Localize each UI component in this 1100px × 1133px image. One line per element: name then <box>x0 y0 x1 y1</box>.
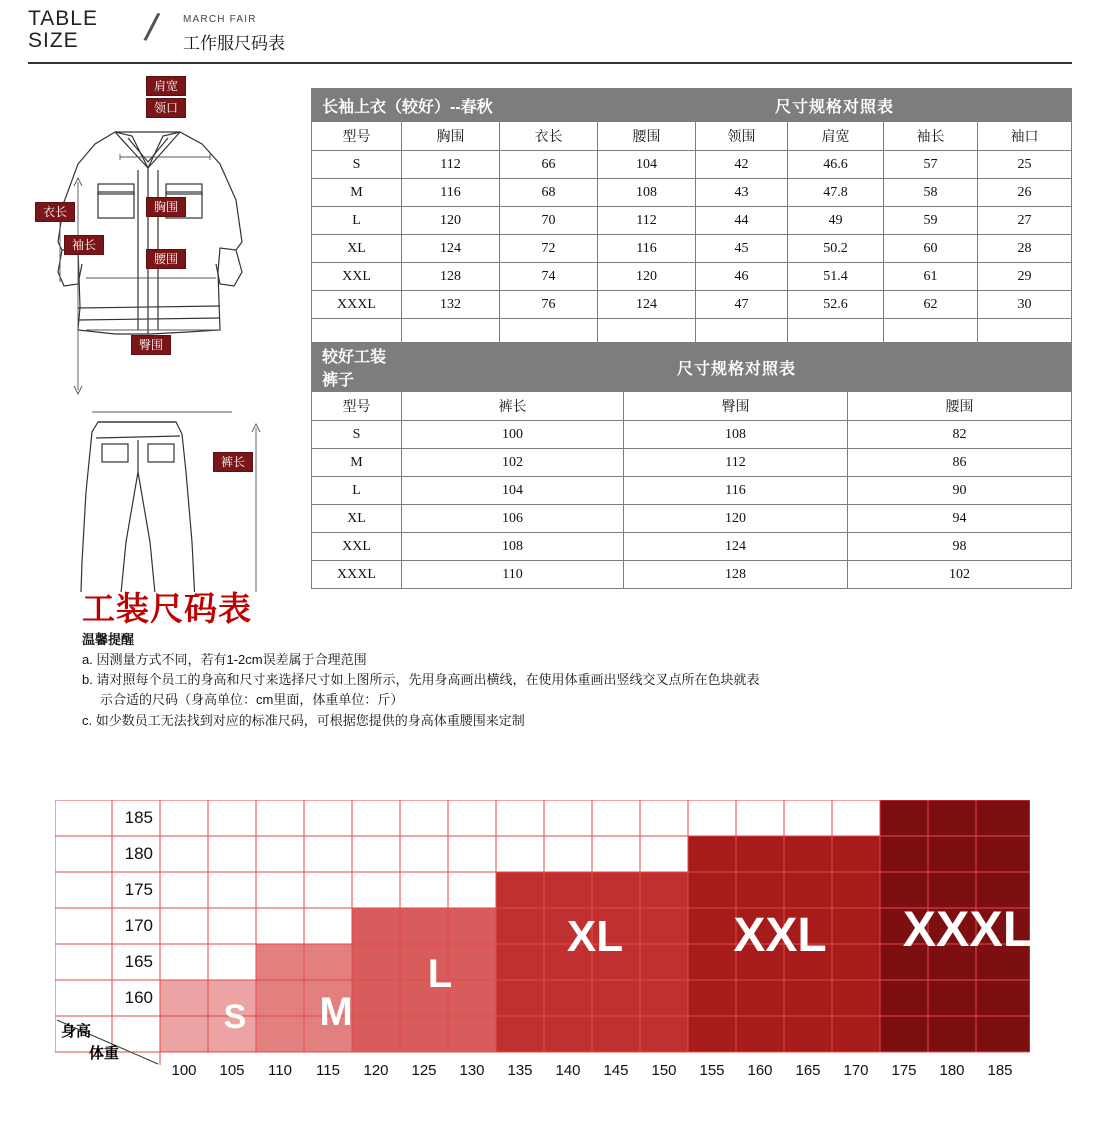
cell-value: 46.6 <box>788 151 884 179</box>
label-coat-length: 衣长 <box>35 202 75 222</box>
xtick-175: 175 <box>891 1062 917 1079</box>
label-hip: 臀围 <box>131 335 171 355</box>
header-brand-block <box>183 14 285 54</box>
xtick-110: 110 <box>268 1062 292 1079</box>
table-spacer-row <box>312 319 1072 344</box>
table-row <box>312 179 1072 207</box>
table-row <box>312 151 1072 179</box>
header-slash-divider: / <box>141 5 162 51</box>
notes-title: 温馨提醒 <box>82 632 135 647</box>
col-shoulder: 肩宽 <box>788 122 884 151</box>
jacket-table-title-left: 长袖上衣（较好）--春秋 <box>312 89 598 122</box>
brand-name-en: MARCH FAIR <box>183 14 257 25</box>
cell-model: M <box>312 179 402 207</box>
jacket-size-table <box>311 88 1072 344</box>
table-row <box>312 235 1072 263</box>
label-pants-length: 裤长 <box>213 452 253 472</box>
cell-value: 120 <box>598 263 696 291</box>
cell-model: XXXL <box>312 561 402 589</box>
heatmap-label-XL: XL <box>566 912 624 961</box>
cell-value: 120 <box>402 207 500 235</box>
table-row <box>312 505 1072 533</box>
label-sleeve-length: 袖长 <box>64 235 104 255</box>
cell-value: 49 <box>788 207 884 235</box>
cell-value: 132 <box>402 291 500 319</box>
cell-value: 45 <box>696 235 788 263</box>
cell-value: 47.8 <box>788 179 884 207</box>
cell-value: 128 <box>624 561 848 589</box>
jacket-table-header-row <box>312 122 1072 151</box>
xtick-140: 140 <box>555 1062 581 1079</box>
pants-table-header-row <box>312 392 1072 421</box>
cell-value: 108 <box>598 179 696 207</box>
cell-value: 59 <box>884 207 978 235</box>
ytick-180: 180 <box>124 844 153 863</box>
cell-value: 28 <box>978 235 1072 263</box>
label-shoulder-width: 肩宽 <box>146 76 186 96</box>
xtick-120: 120 <box>363 1062 389 1079</box>
jacket-table-title-row <box>312 89 1072 122</box>
note-c: c. 如少数员工无法找到对应的标准尺码，可根据您提供的身高体重腰围来定制 <box>82 712 525 728</box>
cell-value: 51.4 <box>788 263 884 291</box>
size-heatmap <box>55 800 1034 1079</box>
cell-value: 76 <box>500 291 598 319</box>
ytick-175: 175 <box>124 880 153 899</box>
ytick-185: 185 <box>124 808 153 827</box>
cell-value: 100 <box>402 421 624 449</box>
axis-label-height: 身高 <box>61 1023 92 1040</box>
cell-value: 102 <box>848 561 1072 589</box>
cell-value: 116 <box>402 179 500 207</box>
col-model: 型号 <box>312 392 402 421</box>
cell-value: 50.2 <box>788 235 884 263</box>
cell-value: 42 <box>696 151 788 179</box>
xtick-150: 150 <box>651 1062 677 1079</box>
cell-value: 61 <box>884 263 978 291</box>
heatmap-axis-corner <box>55 1018 160 1066</box>
cell-model: L <box>312 207 402 235</box>
cell-value: 27 <box>978 207 1072 235</box>
cell-value: 52.6 <box>788 291 884 319</box>
table-row <box>312 207 1072 235</box>
garment-illustration <box>20 72 300 592</box>
table-row <box>312 291 1072 319</box>
label-chest: 胸围 <box>146 197 186 217</box>
cell-model: M <box>312 449 402 477</box>
cell-value: 26 <box>978 179 1072 207</box>
table-row <box>312 561 1072 589</box>
cell-value: 112 <box>402 151 500 179</box>
garment-line-drawing <box>20 72 300 592</box>
cell-value: 74 <box>500 263 598 291</box>
note-a: a. 因测量方式不同，若有1-2cm误差属于合理范围 <box>82 652 367 668</box>
cell-value: 44 <box>696 207 788 235</box>
table-row <box>312 477 1072 505</box>
cell-value: 62 <box>884 291 978 319</box>
axis-label-weight: 体重 <box>89 1045 120 1062</box>
jacket-table-title-right: 尺寸规格对照表 <box>598 89 1072 122</box>
cell-model: L <box>312 477 402 505</box>
cell-model: S <box>312 421 402 449</box>
header-title-line1: TABLE <box>28 7 98 30</box>
xtick-180: 180 <box>939 1062 965 1079</box>
cell-value: 106 <box>402 505 624 533</box>
ytick-160: 160 <box>124 988 153 1007</box>
xtick-185: 185 <box>987 1062 1013 1079</box>
col-coat-length: 衣长 <box>500 122 598 151</box>
pants-size-table <box>311 342 1072 589</box>
cell-value: 112 <box>598 207 696 235</box>
xtick-145: 145 <box>603 1062 629 1079</box>
cell-model: XXL <box>312 533 402 561</box>
cell-value: 46 <box>696 263 788 291</box>
cell-model: XL <box>312 235 402 263</box>
cell-value: 98 <box>848 533 1072 561</box>
pants-table-title-row <box>312 343 1072 392</box>
page-title: 工装尺码表 <box>82 590 252 627</box>
xtick-165: 165 <box>795 1062 821 1079</box>
cell-value: 128 <box>402 263 500 291</box>
cell-value: 110 <box>402 561 624 589</box>
pants-table-title-right: 尺寸规格对照表 <box>402 343 1072 392</box>
cell-value: 30 <box>978 291 1072 319</box>
cell-value: 43 <box>696 179 788 207</box>
cell-value: 58 <box>884 179 978 207</box>
table-row <box>312 449 1072 477</box>
heatmap-label-XXL: XXL <box>733 909 827 962</box>
xtick-155: 155 <box>699 1062 725 1079</box>
cell-value: 102 <box>402 449 624 477</box>
cell-value: 70 <box>500 207 598 235</box>
cell-value: 108 <box>402 533 624 561</box>
notes-block <box>82 630 902 731</box>
cell-value: 94 <box>848 505 1072 533</box>
cell-value: 29 <box>978 263 1072 291</box>
cell-value: 112 <box>624 449 848 477</box>
cell-value: 120 <box>624 505 848 533</box>
xtick-160: 160 <box>747 1062 773 1079</box>
brand-name-cn: 工作服尺码表 <box>183 34 285 53</box>
cell-value: 108 <box>624 421 848 449</box>
table-row <box>312 421 1072 449</box>
xtick-100: 100 <box>171 1062 197 1079</box>
cell-value: 60 <box>884 235 978 263</box>
heatmap-label-S: S <box>223 998 247 1036</box>
col-hip: 臀围 <box>624 392 848 421</box>
ytick-165: 165 <box>124 952 153 971</box>
cell-model: XXXL <box>312 291 402 319</box>
heatmap-label-L: L <box>427 952 453 996</box>
xtick-170: 170 <box>843 1062 869 1079</box>
ytick-170: 170 <box>124 916 153 935</box>
cell-value: 57 <box>884 151 978 179</box>
note-b1: b. 请对照每个员工的身高和尺寸来选择尺寸如上图所示，先用身高画出横线，在使用体重画出竖线交叉点所在色块就表 <box>82 672 760 688</box>
col-pants-length: 裤长 <box>402 392 624 421</box>
page-header <box>28 5 1072 64</box>
col-sleeve-length: 袖长 <box>884 122 978 151</box>
cell-value: 124 <box>624 533 848 561</box>
cell-value: 116 <box>598 235 696 263</box>
xtick-135: 135 <box>507 1062 533 1079</box>
cell-model: XL <box>312 505 402 533</box>
xtick-105: 105 <box>219 1062 245 1079</box>
col-cuff: 袖口 <box>978 122 1072 151</box>
cell-value: 116 <box>624 477 848 505</box>
cell-value: 66 <box>500 151 598 179</box>
cell-value: 124 <box>598 291 696 319</box>
table-row <box>312 263 1072 291</box>
xtick-130: 130 <box>459 1062 485 1079</box>
header-title-line2: SIZE <box>28 29 79 53</box>
pants-table-title-left: 较好工装裤子 <box>312 343 402 392</box>
xtick-125: 125 <box>411 1062 437 1079</box>
col-waist: 腰围 <box>598 122 696 151</box>
header-title-block <box>28 8 98 52</box>
cell-model: S <box>312 151 402 179</box>
xtick-115: 115 <box>316 1062 340 1079</box>
cell-value: 124 <box>402 235 500 263</box>
cell-value: 82 <box>848 421 1072 449</box>
cell-model: XXL <box>312 263 402 291</box>
note-b2: 示合适的尺码（身高单位：cm里面，体重单位：斤） <box>100 692 404 708</box>
table-row <box>312 533 1072 561</box>
col-waist: 腰围 <box>848 392 1072 421</box>
cell-value: 68 <box>500 179 598 207</box>
cell-value: 72 <box>500 235 598 263</box>
cell-value: 90 <box>848 477 1072 505</box>
label-collar: 领口 <box>146 98 186 118</box>
heatmap-label-XXXL: XXXL <box>902 901 1034 957</box>
cell-value: 86 <box>848 449 1072 477</box>
col-chest: 胸围 <box>402 122 500 151</box>
cell-value: 25 <box>978 151 1072 179</box>
col-model: 型号 <box>312 122 402 151</box>
col-collar: 领围 <box>696 122 788 151</box>
label-waist: 腰围 <box>146 249 186 269</box>
cell-value: 104 <box>402 477 624 505</box>
cell-value: 47 <box>696 291 788 319</box>
heatmap-label-M: M <box>319 990 353 1034</box>
cell-value: 104 <box>598 151 696 179</box>
